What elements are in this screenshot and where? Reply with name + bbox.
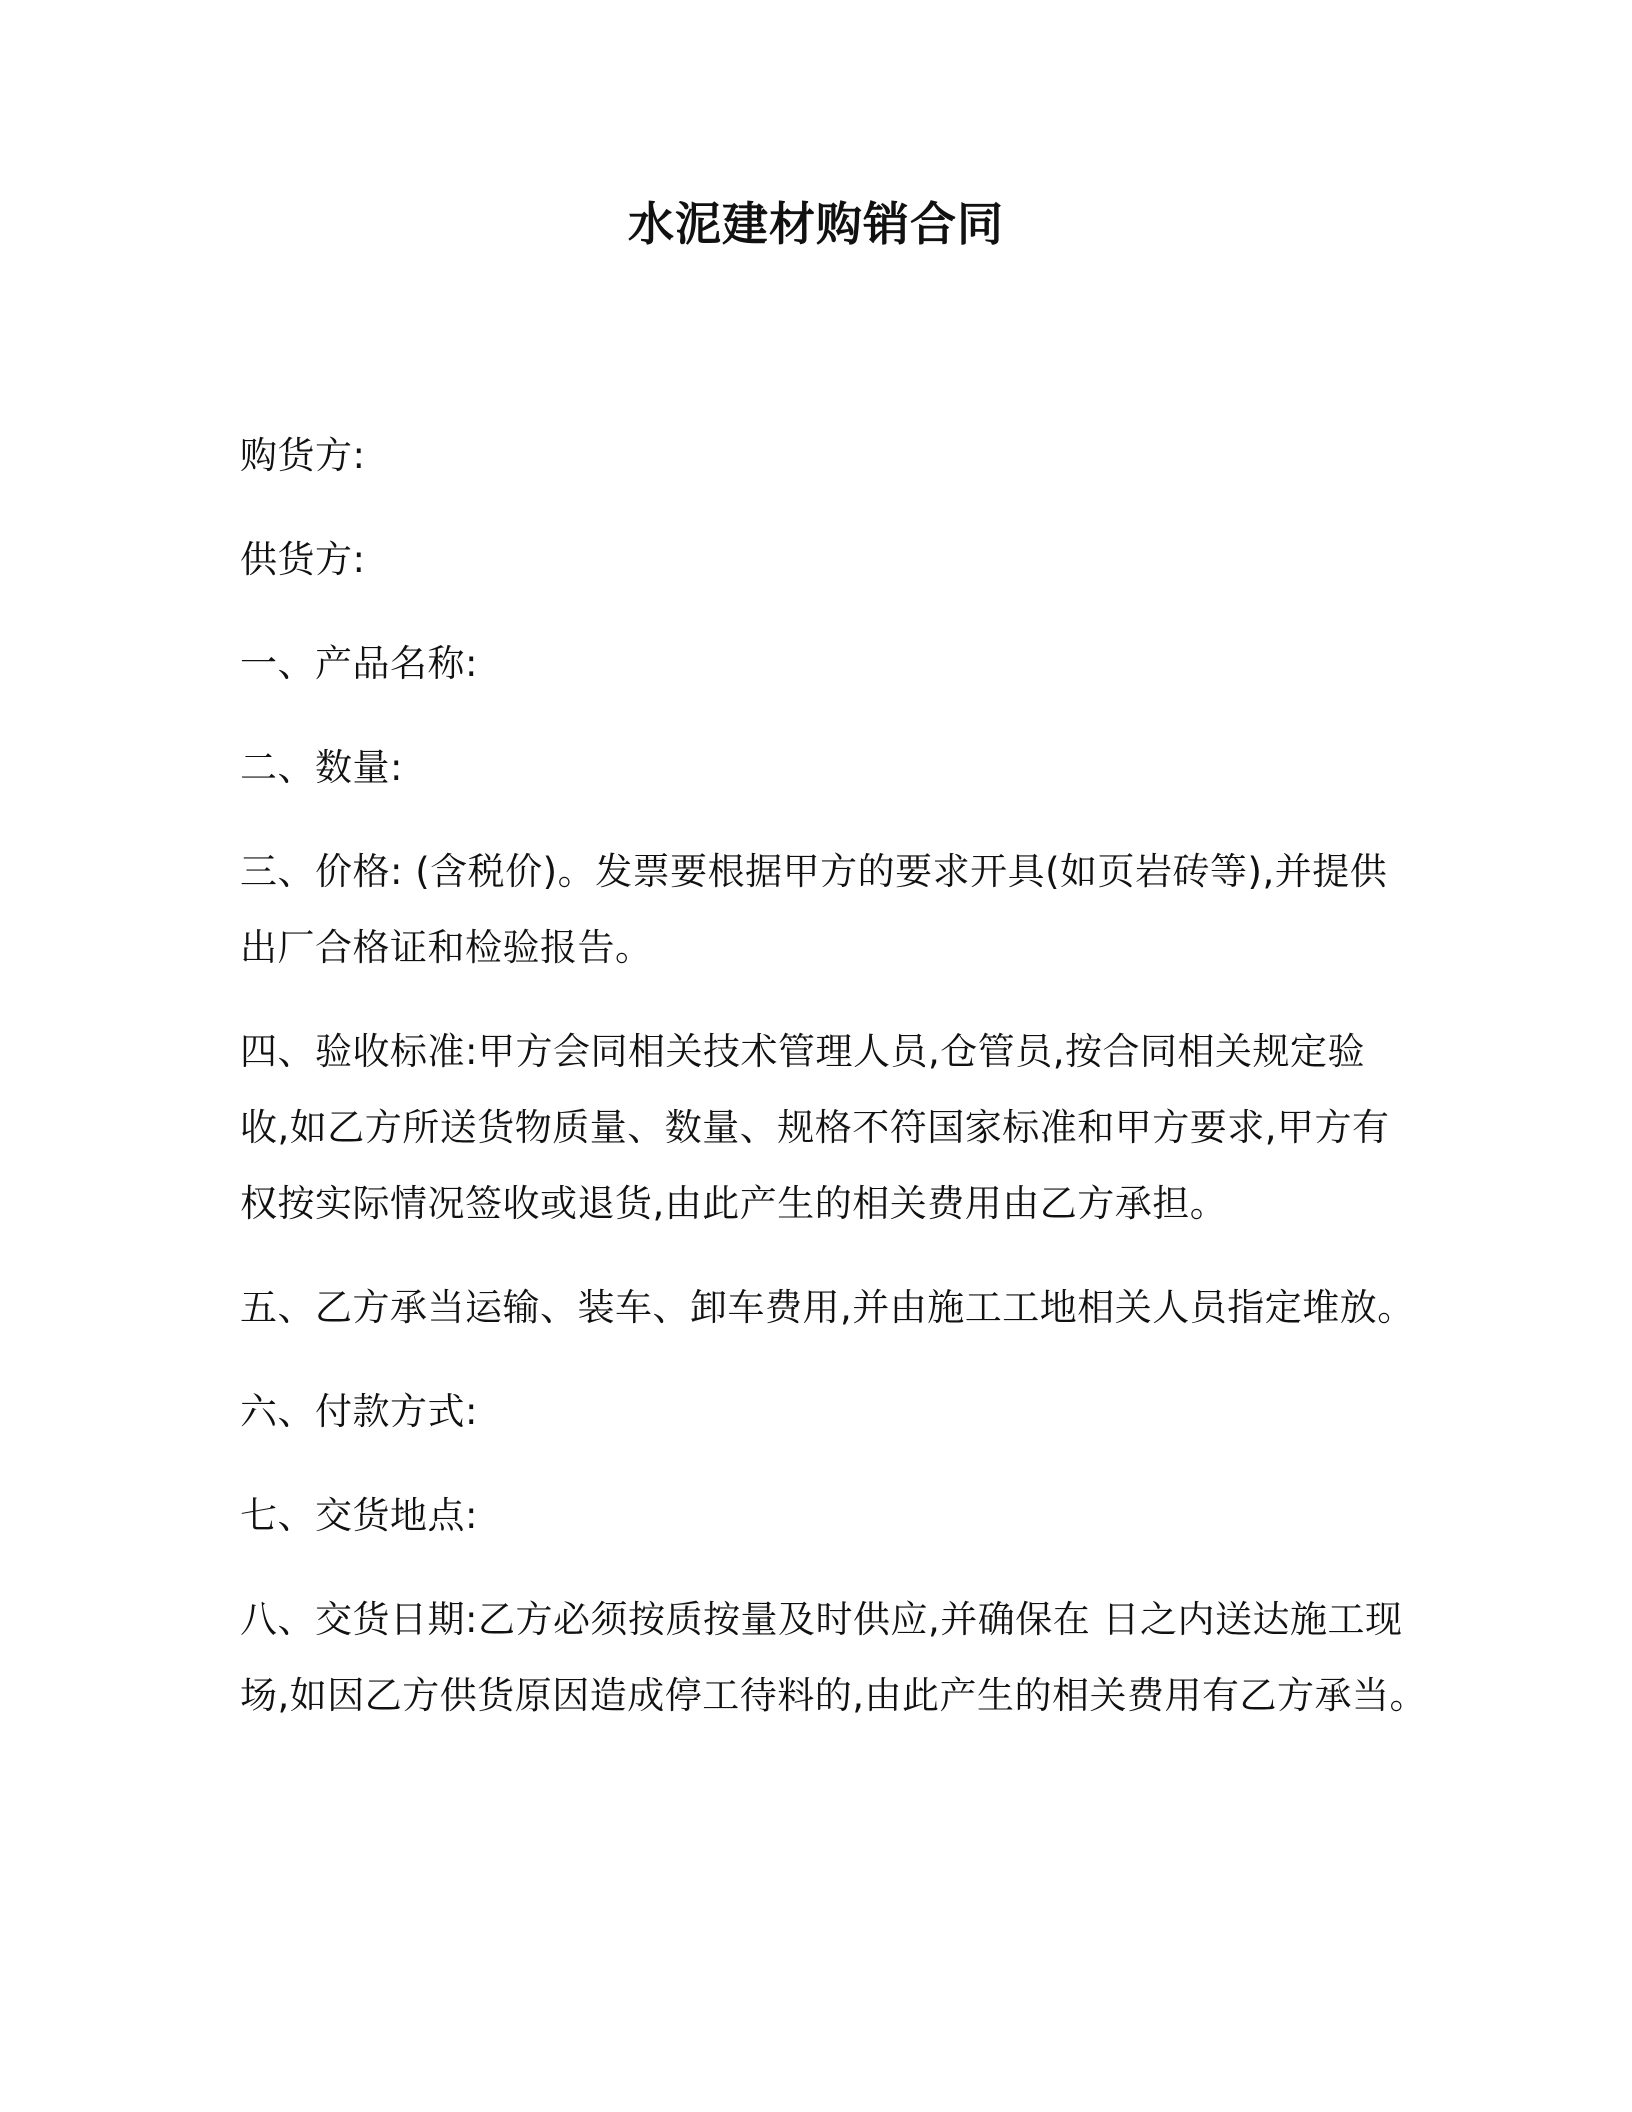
paragraph-acceptance-standard <box>240 1014 1440 1242</box>
paragraph-line: 场,如因乙方供货原因造成停工待料的,由此产生的相关费用有乙方承当。 <box>240 1674 1428 1717</box>
paragraph-line: 购货方: <box>240 434 366 477</box>
paragraph-line: 四、验收标准:甲方会同相关技术管理人员,仓管员,按合同相关规定验 <box>240 1030 1365 1073</box>
paragraph-product-name <box>240 626 1440 702</box>
paragraph-payment <box>240 1374 1440 1450</box>
paragraph-transport <box>240 1270 1440 1346</box>
document-body <box>240 418 1440 1762</box>
document-title: 水泥建材购销合同 <box>628 197 1004 251</box>
paragraph-quantity <box>240 730 1440 806</box>
paragraph-line: 八、交货日期:乙方必须按质按量及时供应,并确保在 日之内送达施工现 <box>240 1598 1403 1641</box>
paragraph-line: 二、数量: <box>240 746 403 789</box>
paragraph-line: 一、产品名称: <box>240 642 478 685</box>
paragraph-buyer <box>240 418 1440 494</box>
paragraph-price <box>240 834 1440 986</box>
paragraph-line: 六、付款方式: <box>240 1390 478 1433</box>
paragraph-line: 权按实际情况签收或退货,由此产生的相关费用由乙方承担。 <box>240 1182 1228 1225</box>
paragraph-line: 三、价格: (含税价)。发票要根据甲方的要求开具(如页岩砖等),并提供 <box>240 850 1388 893</box>
paragraph-delivery-date <box>240 1582 1440 1734</box>
paragraph-line: 五、乙方承当运输、装车、卸车费用,并由施工工地相关人员指定堆放。 <box>240 1286 1415 1329</box>
paragraph-line: 供货方: <box>240 538 366 581</box>
paragraph-line: 出厂合格证和检验报告。 <box>240 926 653 969</box>
paragraph-supplier <box>240 522 1440 598</box>
paragraph-delivery-place <box>240 1478 1440 1554</box>
paragraph-line: 收,如乙方所送货物质量、数量、规格不符国家标准和甲方要求,甲方有 <box>240 1106 1390 1149</box>
paragraph-line: 七、交货地点: <box>240 1494 478 1537</box>
